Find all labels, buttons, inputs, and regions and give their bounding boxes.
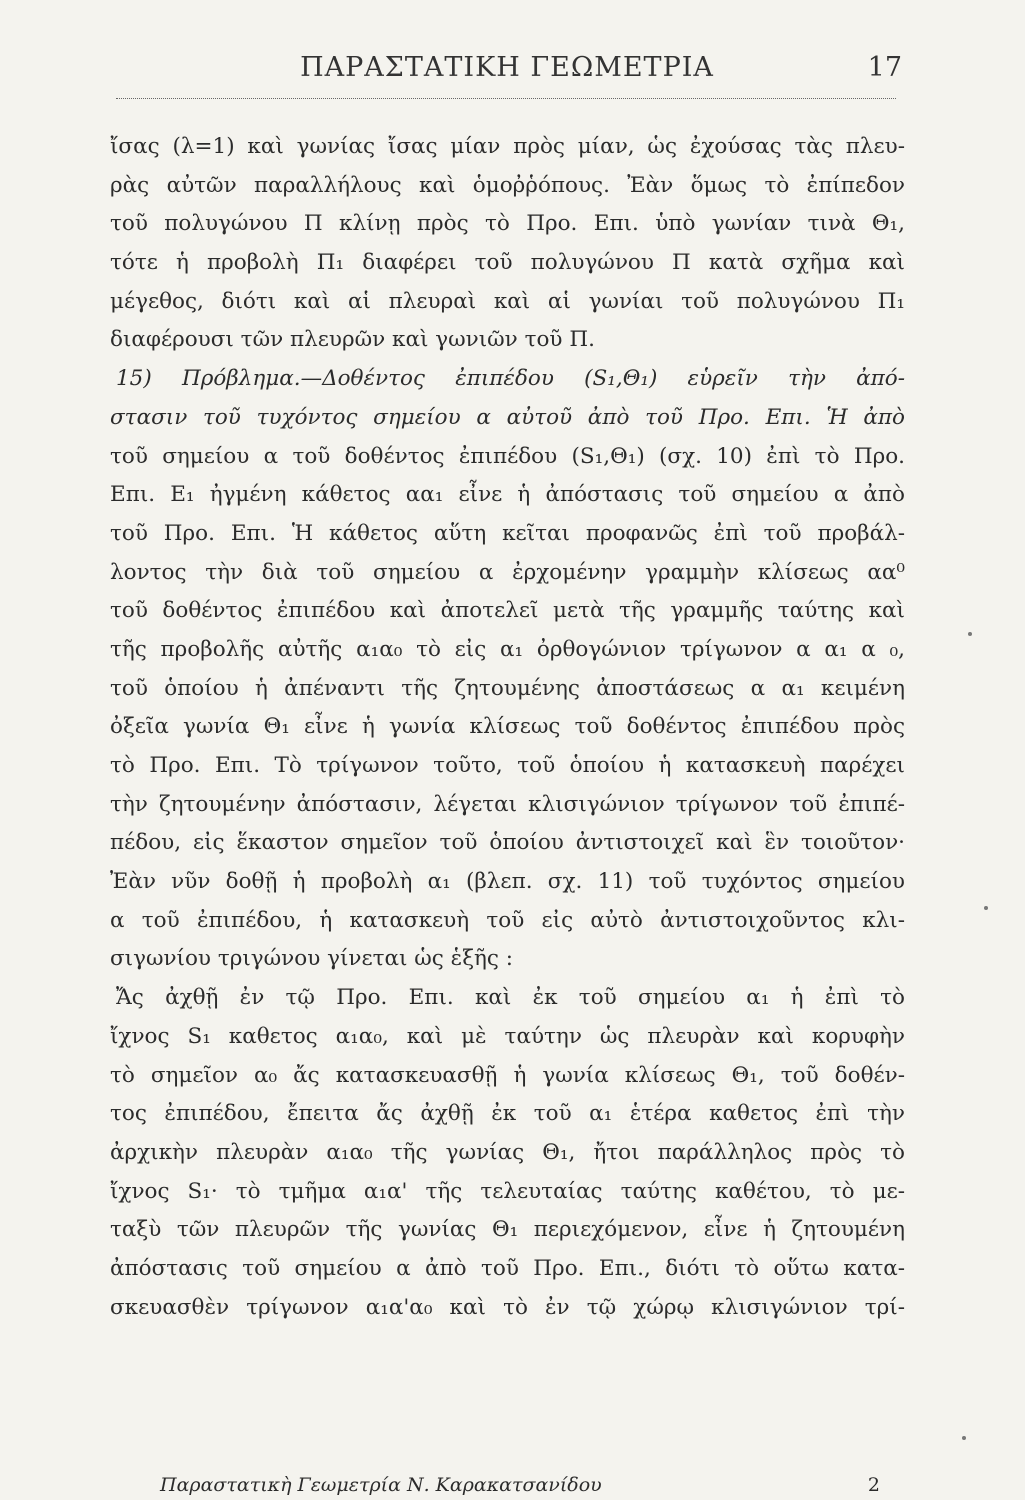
text-line: τοῦ Προ. Επι. Ἡ κάθετος αὕτη κεῖται προφανῶς ἐπὶ τοῦ προβάλ- xyxy=(110,520,905,546)
text-line: ρὰς αὐτῶν παραλλήλους καὶ ὁμοῤῥόπους. Ἐὰν ὅμως τὸ ἐπίπεδον xyxy=(110,172,905,198)
text-line: Ἐὰν νῦν δοθῇ ἡ προβολὴ α₁ (βλεπ. σχ. 11) τοῦ τυχόντος σημείου xyxy=(110,869,905,895)
text-line: τοῦ δοθέντος ἐπιπέδου καὶ ἀποτελεῖ μετὰ τῆς γραμμῆς ταύτης καὶ xyxy=(110,598,905,624)
running-title: ΠΑΡΑΣΤΑΤΙΚΗ ΓΕΩΜΕΤΡΙΑ xyxy=(300,52,714,83)
text-line: ἀρχικὴν πλευρὰν α₁α₀ τῆς γωνίας Θ₁, ἤτοι παράλληλος πρὸς τὸ xyxy=(110,1139,905,1165)
text-line: στασιν τοῦ τυχόντος σημείου α αὐτοῦ ἀπὸ τοῦ Προ. Επι. Ἡ ἀπὸ xyxy=(110,404,905,430)
text-line: τοῦ σημείου α τοῦ δοθέντος ἐπιπέδου (S₁,Θ₁) (σχ. 10) ἐπὶ τὸ Προ. xyxy=(110,443,905,469)
text-line: ἴσας (λ=1) καὶ γωνίας ἴσας μίαν πρὸς μίαν, ὡς ἐχούσας τὰς πλευ- xyxy=(110,134,905,159)
text-line: ὀξεῖα γωνία Θ₁ εἶνε ἡ γωνία κλίσεως τοῦ δοθέντος ἐπιπέδου πρὸς xyxy=(110,714,905,740)
text-line: τοῦ ὁποίου ἡ ἀπέναντι τῆς ζητουμένης ἀποστάσεως α α₁ κειμένη xyxy=(110,675,905,701)
paper-speck xyxy=(984,906,988,910)
text-line: α τοῦ ἐπιπέδου, ἡ κατασκευὴ τοῦ εἰς αὐτὸ ἀντιστοιχοῦντος κλι- xyxy=(110,907,905,933)
text-line: Επι. Ε₁ ἠγμένη κάθετος αα₁ εἶνε ἡ ἀπόστασις τοῦ σημείου α ἀπὸ xyxy=(110,482,905,508)
running-header xyxy=(112,52,902,102)
problem-heading-line: 15) Πρόβλημα.—Δοθέντος ἐπιπέδου (S₁,Θ₁) εὑρεῖν τὴν ἀπό- xyxy=(116,366,905,392)
text-line: τὸ σημεῖον α₀ ἄς κατασκευασθῇ ἡ γωνία κλίσεως Θ₁, τοῦ δοθέν- xyxy=(110,1062,905,1088)
text-line: τῆς προβολῆς αὐτῆς α₁α₀ τὸ εἰς α₁ ὀρθογώνιον τρίγωνον α α₁ α ₀, xyxy=(110,636,905,662)
page-number: 17 xyxy=(867,52,902,83)
paper-speck xyxy=(968,632,972,636)
text-line: ἀπόστασις τοῦ σημείου α ἀπὸ τοῦ Προ. Επι., διότι τὸ οὕτω κατα- xyxy=(110,1255,905,1281)
text-line: ταξὺ τῶν πλευρῶν τῆς γωνίας Θ₁ περιεχόμενον, εἶνε ἡ ζητουμένη xyxy=(110,1217,905,1243)
text-line: τοῦ πολυγώνου Π κλίνῃ πρὸς τὸ Προ. Επι. ὑπὸ γωνίαν τινὰ Θ₁, xyxy=(110,211,905,237)
page-footer xyxy=(160,1474,880,1498)
paper-speck xyxy=(962,1436,966,1440)
footer-book-title: Παραστατικὴ Γεωμετρία Ν. Καρακατσανίδου xyxy=(160,1474,602,1496)
text-line: πέδου, εἰς ἕκαστον σημεῖον τοῦ ὁποίου ἀντιστοιχεῖ καὶ ἓν τοιοῦτον· xyxy=(110,830,905,856)
text-line: τὴν ζητουμένην ἀπόστασιν, λέγεται κλισιγώνιον τρίγωνον τοῦ ἐπιπέ- xyxy=(110,791,905,817)
text-line: Ἄς ἀχθῇ ἐν τῷ Προ. Επι. καὶ ἐκ τοῦ σημείου α₁ ἡ ἐπὶ τὸ xyxy=(116,985,905,1011)
body-text xyxy=(110,128,905,1327)
text-line: τὸ Προ. Επι. Τὸ τρίγωνον τοῦτο, τοῦ ὁποίου ἡ κατασκευὴ παρέχει xyxy=(110,753,905,778)
text-line: σιγωνίου τριγώνου γίνεται ὡς ἑξῆς : xyxy=(110,946,514,972)
text-line: μέγεθος, διότι καὶ αἱ πλευραὶ καὶ αἱ γωνίαι τοῦ πολυγώνου Π₁ xyxy=(110,288,905,314)
text-line: τος ἐπιπέδου, ἔπειτα ἄς ἀχθῇ ἐκ τοῦ α₁ ἑτέρα καθετος ἐπὶ τὴν xyxy=(110,1101,905,1127)
text-line: τότε ἡ προβολὴ Π₁ διαφέρει τοῦ πολυγώνου Π κατὰ σχῆμα καὶ xyxy=(110,250,905,276)
text-line: ἴχνος S₁· τὸ τμῆμα α₁α' τῆς τελευταίας ταύτης καθέτου, τὸ με- xyxy=(110,1178,905,1204)
text-line: σκευασθὲν τρίγωνον α₁α'α₀ καὶ τὸ ἐν τῷ χώρῳ κλισιγώνιον τρί- xyxy=(110,1294,905,1320)
header-divider xyxy=(116,98,896,99)
text-line: ἴχνος S₁ καθετος α₁α₀, καὶ μὲ ταύτην ὡς πλευρὰν καὶ κορυφὴν xyxy=(110,1023,905,1049)
text-line: διαφέρουσι τῶν πλευρῶν καὶ γωνιῶν τοῦ Π. xyxy=(110,327,595,353)
signature-mark: 2 xyxy=(867,1474,880,1496)
text-line: λοντος τὴν διὰ τοῦ σημείου α ἐρχομένην γραμμὴν κλίσεως αα⁰ xyxy=(110,559,905,585)
